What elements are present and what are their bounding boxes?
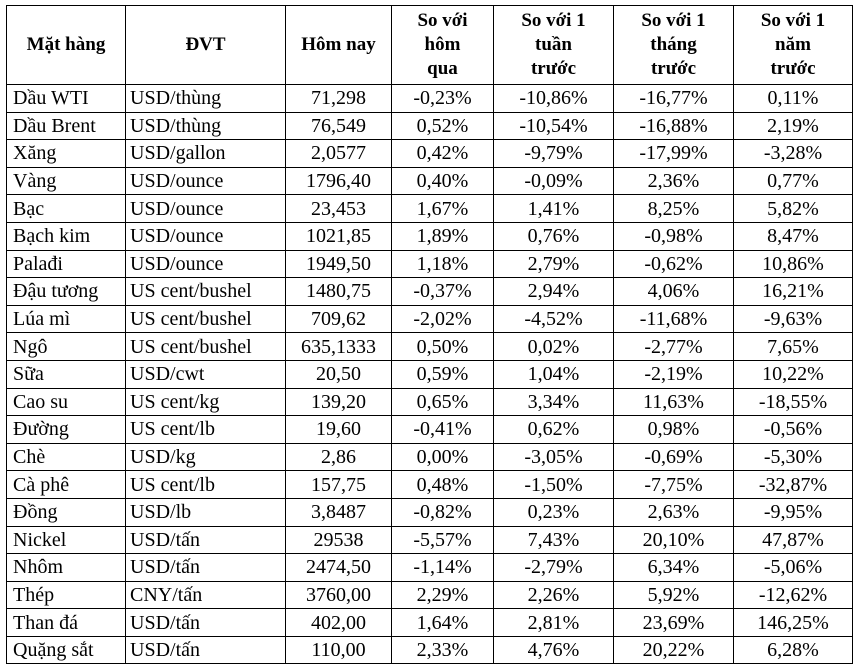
cell-today: 19,60 xyxy=(286,416,392,444)
cell-today: 2,0577 xyxy=(286,140,392,168)
cell-vs-yesterday: -0,37% xyxy=(392,278,494,306)
cell-today: 2,86 xyxy=(286,443,392,471)
cell-today: 3,8487 xyxy=(286,498,392,526)
cell-today: 1480,75 xyxy=(286,278,392,306)
cell-vs-week: 0,23% xyxy=(494,498,614,526)
cell-item: Bạc xyxy=(7,195,126,223)
header-today: Hôm nay xyxy=(286,6,392,85)
header-unit: ĐVT xyxy=(126,6,286,85)
cell-vs-year: 7,65% xyxy=(734,333,853,361)
header-vs-yesterday xyxy=(392,6,494,85)
table-row xyxy=(7,471,853,499)
cell-vs-month: 20,10% xyxy=(614,526,734,554)
cell-today: 20,50 xyxy=(286,360,392,388)
cell-unit: USD/cwt xyxy=(126,360,286,388)
cell-vs-year: 5,82% xyxy=(734,195,853,223)
table-row xyxy=(7,167,853,195)
cell-vs-week: -3,05% xyxy=(494,443,614,471)
cell-today: 157,75 xyxy=(286,471,392,499)
table-row xyxy=(7,498,853,526)
table-row xyxy=(7,333,853,361)
cell-vs-yesterday: 0,59% xyxy=(392,360,494,388)
table-row xyxy=(7,250,853,278)
header-vs-year-line-3: trước xyxy=(770,58,816,79)
cell-vs-week: 0,02% xyxy=(494,333,614,361)
cell-vs-yesterday: 1,67% xyxy=(392,195,494,223)
cell-vs-month: -2,19% xyxy=(614,360,734,388)
cell-vs-month: 5,92% xyxy=(614,581,734,609)
cell-vs-month: -16,77% xyxy=(614,85,734,113)
cell-unit: USD/ounce xyxy=(126,167,286,195)
cell-vs-yesterday: -2,02% xyxy=(392,305,494,333)
cell-vs-month: 8,25% xyxy=(614,195,734,223)
cell-unit: US cent/bushel xyxy=(126,333,286,361)
cell-vs-yesterday: -0,82% xyxy=(392,498,494,526)
header-vs-year xyxy=(734,6,853,85)
cell-vs-yesterday: 0,42% xyxy=(392,140,494,168)
cell-vs-month: 11,63% xyxy=(614,388,734,416)
cell-vs-week: 2,26% xyxy=(494,581,614,609)
table-row xyxy=(7,581,853,609)
cell-vs-yesterday: 1,89% xyxy=(392,222,494,250)
cell-vs-month: 20,22% xyxy=(614,636,734,664)
cell-today: 76,549 xyxy=(286,112,392,140)
header-vs-yesterday-line-2: hôm xyxy=(424,34,461,55)
cell-today: 635,1333 xyxy=(286,333,392,361)
cell-vs-month: -17,99% xyxy=(614,140,734,168)
cell-vs-year: 146,25% xyxy=(734,609,853,637)
cell-item: Quặng sắt xyxy=(7,636,126,664)
cell-vs-yesterday: 2,33% xyxy=(392,636,494,664)
cell-vs-week: 3,34% xyxy=(494,388,614,416)
cell-today: 1021,85 xyxy=(286,222,392,250)
cell-vs-yesterday: 0,00% xyxy=(392,443,494,471)
table-row xyxy=(7,443,853,471)
cell-vs-week: 4,76% xyxy=(494,636,614,664)
table-row xyxy=(7,636,853,664)
table-row xyxy=(7,278,853,306)
cell-unit: USD/ounce xyxy=(126,195,286,223)
cell-today: 139,20 xyxy=(286,388,392,416)
header-vs-yesterday-line-1: So với xyxy=(417,10,468,31)
cell-vs-year: 10,22% xyxy=(734,360,853,388)
cell-vs-week: -0,09% xyxy=(494,167,614,195)
cell-vs-yesterday: 0,48% xyxy=(392,471,494,499)
cell-unit: US cent/kg xyxy=(126,388,286,416)
cell-item: Chè xyxy=(7,443,126,471)
cell-vs-year: -5,30% xyxy=(734,443,853,471)
cell-unit: USD/ounce xyxy=(126,250,286,278)
cell-item: Cà phê xyxy=(7,471,126,499)
cell-vs-month: -0,62% xyxy=(614,250,734,278)
cell-item: Đường xyxy=(7,416,126,444)
cell-vs-week: -10,54% xyxy=(494,112,614,140)
cell-today: 1796,40 xyxy=(286,167,392,195)
table-row xyxy=(7,85,853,113)
header-vs-month-line-3: trước xyxy=(650,58,697,79)
cell-unit: USD/tấn xyxy=(126,554,286,582)
cell-today: 709,62 xyxy=(286,305,392,333)
cell-today: 23,453 xyxy=(286,195,392,223)
cell-vs-yesterday: 0,52% xyxy=(392,112,494,140)
cell-vs-year: 16,21% xyxy=(734,278,853,306)
cell-vs-year: -9,63% xyxy=(734,305,853,333)
cell-item: Ngô xyxy=(7,333,126,361)
cell-vs-month: 6,34% xyxy=(614,554,734,582)
cell-today: 402,00 xyxy=(286,609,392,637)
cell-vs-year: 10,86% xyxy=(734,250,853,278)
table-row xyxy=(7,360,853,388)
table-row xyxy=(7,195,853,223)
cell-unit: USD/tấn xyxy=(126,609,286,637)
cell-vs-year: -32,87% xyxy=(734,471,853,499)
cell-today: 29538 xyxy=(286,526,392,554)
cell-vs-month: -7,75% xyxy=(614,471,734,499)
cell-item: Dầu Brent xyxy=(7,112,126,140)
cell-vs-week: -9,79% xyxy=(494,140,614,168)
cell-unit: US cent/lb xyxy=(126,471,286,499)
cell-item: Vàng xyxy=(7,167,126,195)
cell-vs-week: -10,86% xyxy=(494,85,614,113)
cell-item: Đồng xyxy=(7,498,126,526)
table-row xyxy=(7,388,853,416)
cell-vs-yesterday: 0,65% xyxy=(392,388,494,416)
cell-vs-year: 2,19% xyxy=(734,112,853,140)
cell-vs-yesterday: -1,14% xyxy=(392,554,494,582)
header-vs-year-line-2: năm xyxy=(775,34,811,55)
cell-unit: US cent/bushel xyxy=(126,278,286,306)
cell-vs-year: 0,11% xyxy=(734,85,853,113)
cell-unit: CNY/tấn xyxy=(126,581,286,609)
header-vs-month xyxy=(614,6,734,85)
cell-vs-week: -1,50% xyxy=(494,471,614,499)
cell-unit: USD/gallon xyxy=(126,140,286,168)
header-vs-week-line-3: trước xyxy=(530,58,577,79)
cell-vs-month: 23,69% xyxy=(614,609,734,637)
cell-item: Palađi xyxy=(7,250,126,278)
cell-vs-yesterday: -5,57% xyxy=(392,526,494,554)
cell-item: Dầu WTI xyxy=(7,85,126,113)
cell-today: 3760,00 xyxy=(286,581,392,609)
cell-item: Đậu tương xyxy=(7,278,126,306)
table-row xyxy=(7,609,853,637)
cell-vs-month: 0,98% xyxy=(614,416,734,444)
cell-item: Lúa mì xyxy=(7,305,126,333)
table-body xyxy=(7,85,853,664)
cell-vs-week: -2,79% xyxy=(494,554,614,582)
cell-vs-year: 0,77% xyxy=(734,167,853,195)
cell-vs-month: 2,36% xyxy=(614,167,734,195)
cell-vs-yesterday: -0,41% xyxy=(392,416,494,444)
cell-unit: USD/kg xyxy=(126,443,286,471)
cell-today: 110,00 xyxy=(286,636,392,664)
cell-vs-year: 47,87% xyxy=(734,526,853,554)
table-row xyxy=(7,305,853,333)
cell-vs-yesterday: -0,23% xyxy=(392,85,494,113)
header-vs-week-line-1: So với 1 xyxy=(521,10,586,31)
cell-vs-yesterday: 2,29% xyxy=(392,581,494,609)
header-item: Mặt hàng xyxy=(7,6,126,85)
header-row xyxy=(7,6,853,85)
cell-item: Than đá xyxy=(7,609,126,637)
cell-vs-week: 0,76% xyxy=(494,222,614,250)
cell-vs-month: 2,63% xyxy=(614,498,734,526)
cell-today: 1949,50 xyxy=(286,250,392,278)
cell-item: Cao su xyxy=(7,388,126,416)
cell-vs-week: 1,41% xyxy=(494,195,614,223)
cell-vs-yesterday: 0,40% xyxy=(392,167,494,195)
cell-item: Nhôm xyxy=(7,554,126,582)
cell-vs-year: -12,62% xyxy=(734,581,853,609)
cell-unit: US cent/bushel xyxy=(126,305,286,333)
header-vs-week xyxy=(494,6,614,85)
cell-vs-month: 4,06% xyxy=(614,278,734,306)
cell-vs-yesterday: 1,18% xyxy=(392,250,494,278)
cell-vs-week: 0,62% xyxy=(494,416,614,444)
header-vs-month-line-1: So với 1 xyxy=(641,10,706,31)
header-vs-week-line-2: tuần xyxy=(535,34,572,55)
cell-vs-week: 2,81% xyxy=(494,609,614,637)
cell-vs-yesterday: 0,50% xyxy=(392,333,494,361)
cell-unit: USD/ounce xyxy=(126,222,286,250)
cell-item: Sữa xyxy=(7,360,126,388)
cell-item: Thép xyxy=(7,581,126,609)
cell-unit: USD/lb xyxy=(126,498,286,526)
cell-vs-year: -3,28% xyxy=(734,140,853,168)
cell-vs-month: -2,77% xyxy=(614,333,734,361)
cell-vs-month: -11,68% xyxy=(614,305,734,333)
table-row xyxy=(7,112,853,140)
header-vs-year-line-1: So với 1 xyxy=(760,10,826,31)
cell-vs-yesterday: 1,64% xyxy=(392,609,494,637)
cell-unit: USD/thùng xyxy=(126,112,286,140)
cell-item: Nickel xyxy=(7,526,126,554)
table-row xyxy=(7,140,853,168)
cell-unit: USD/tấn xyxy=(126,636,286,664)
cell-vs-year: -0,56% xyxy=(734,416,853,444)
cell-vs-year: -9,95% xyxy=(734,498,853,526)
table-row xyxy=(7,554,853,582)
commodity-price-table xyxy=(6,5,853,664)
cell-vs-month: -16,88% xyxy=(614,112,734,140)
cell-vs-week: 1,04% xyxy=(494,360,614,388)
cell-unit: USD/tấn xyxy=(126,526,286,554)
cell-unit: US cent/lb xyxy=(126,416,286,444)
cell-today: 2474,50 xyxy=(286,554,392,582)
cell-unit: USD/thùng xyxy=(126,85,286,113)
header-vs-month-line-2: tháng xyxy=(650,34,697,55)
cell-vs-year: 8,47% xyxy=(734,222,853,250)
cell-vs-month: -0,69% xyxy=(614,443,734,471)
cell-vs-year: -5,06% xyxy=(734,554,853,582)
cell-vs-week: 2,94% xyxy=(494,278,614,306)
table-row xyxy=(7,416,853,444)
cell-vs-year: -18,55% xyxy=(734,388,853,416)
table-row xyxy=(7,526,853,554)
cell-vs-month: -0,98% xyxy=(614,222,734,250)
table-row xyxy=(7,222,853,250)
cell-today: 71,298 xyxy=(286,85,392,113)
header-vs-yesterday-line-3: qua xyxy=(427,58,458,79)
cell-vs-week: 7,43% xyxy=(494,526,614,554)
cell-item: Xăng xyxy=(7,140,126,168)
cell-vs-week: -4,52% xyxy=(494,305,614,333)
cell-item: Bạch kim xyxy=(7,222,126,250)
cell-vs-week: 2,79% xyxy=(494,250,614,278)
cell-vs-year: 6,28% xyxy=(734,636,853,664)
